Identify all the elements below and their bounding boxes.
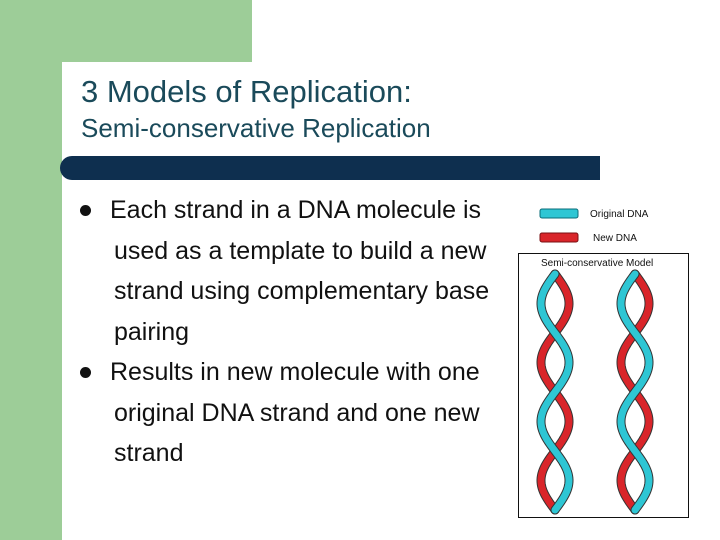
legend-original-swatch [540,209,578,218]
legend-new-swatch [540,233,578,242]
title-divider-bar [60,156,600,180]
dna-diagram-svg [517,198,699,520]
slide-title: 3 Models of Replication: [81,74,412,109]
bullet-dot-icon [80,205,91,216]
legend-new-label: New DNA [593,233,637,244]
bullet-item [78,190,508,352]
decorative-green-sidebar [0,0,62,540]
slide-subtitle: Semi-conservative Replication [81,113,431,143]
legend-original-label: Original DNA [590,209,649,220]
bullet-text: Results in new molecule with one original DNA strand and one new strand [110,358,480,467]
bullet-dot-icon [80,367,91,378]
model-title: Semi-conservative Model [541,258,654,269]
bullet-list [78,190,508,474]
bullet-text: Each strand in a DNA molecule is used as a template to build a new strand using complementary base pairing [110,196,490,346]
bullet-item [78,352,508,474]
semi-conservative-figure [517,198,699,520]
